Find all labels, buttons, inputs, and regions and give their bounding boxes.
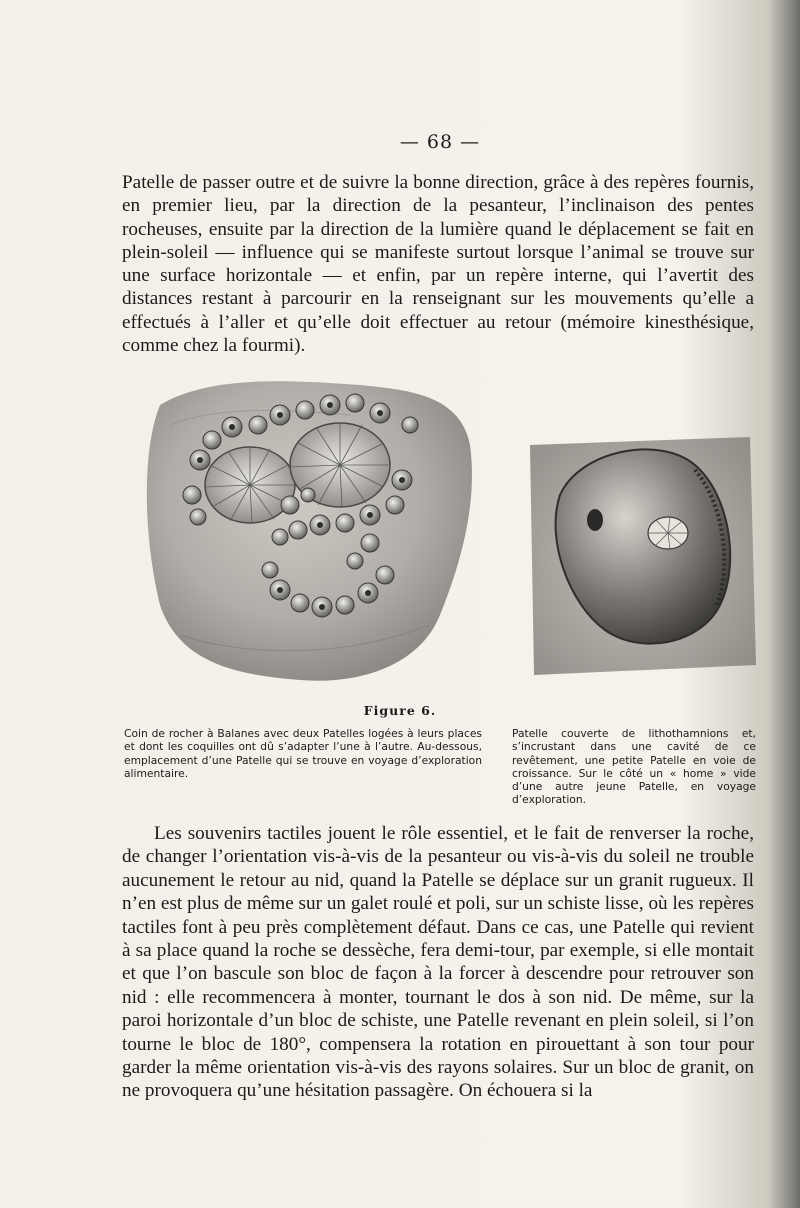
figure-caption-right: Patelle couverte de lithothamnions et, s’incrustant dans une cavité de ce revêtement, une petite Patelle en voie de croissance. Sur le côté un « home » vide d’une autre jeune Patelle, en voyage d’exploration. (512, 727, 756, 807)
paragraph-top: Patelle de passer outre et de suivre la bonne direction, grâce à des repères fournis, en premier lieu, par la direction de la pesanteur, l’inclinaison des pentes rocheuses, ensuite par la direction de la lumière quand le déplacement se fait en plein-soleil — influence qui se manifeste surtout lorsque l’animal se trouve sur une surface horizontale — et enfin, par un repère interne, qui l’avertit des distances restant à parcourir en la renseignant sur les mouvements qu’elle a effectués à l’aller et qu’elle doit effectuer au retour (mémoire kinesthésique, comme chez la fourmi). (122, 172, 754, 357)
paragraph-bottom: Les souvenirs tactiles jouent le rôle essentiel, et le fait de renverser la roche, de changer l’orientation vis-à-vis de la pesanteur ou vis-à-vis du soleil ne trouble aucunement le retour au nid, quand la Patelle se déplace sur un granit rugueux. Il n’en est plus de même sur un galet roulé et poli, sur un schiste lisse, où les repères tactiles font à peu près complètement défaut. Dans ce cas, une Patelle qui revient à sa place quand la roche se dessèche, fera demi-tour, par exemple, si elle montait et que l’on bascule son bloc de façon à la forcer à descendre pour retrouver son nid : elle recommencera à monter, tournant le dos à son nid. De même, sur la paroi horizontale d’un bloc de schiste, une Patelle revenant en plein soleil, si l’on tourne le bloc de 180°, compensera la rotation en pirouettant à son tour pour garder la même orientation vis-à-vis des rayons solaires. Sur un bloc de granit, on ne provoquera qu’une hésitation passagère. On échouera si la (122, 823, 754, 1102)
page-number: — 68 — (399, 131, 481, 153)
rock-with-barnacles-illustration (140, 365, 480, 695)
figure-title: Figure 6. (363, 703, 437, 718)
limpet-with-lithothamnion-illustration (520, 425, 760, 685)
figure-caption-left: Coin de rocher à Balanes avec deux Patelles logées à leurs places et dont les coquilles ont dû s’adapter l’une à l’autre. Au-dessous, emplacement d’une Patelle qui se trouve en voyage d’exploration alimentaire. (124, 727, 482, 780)
